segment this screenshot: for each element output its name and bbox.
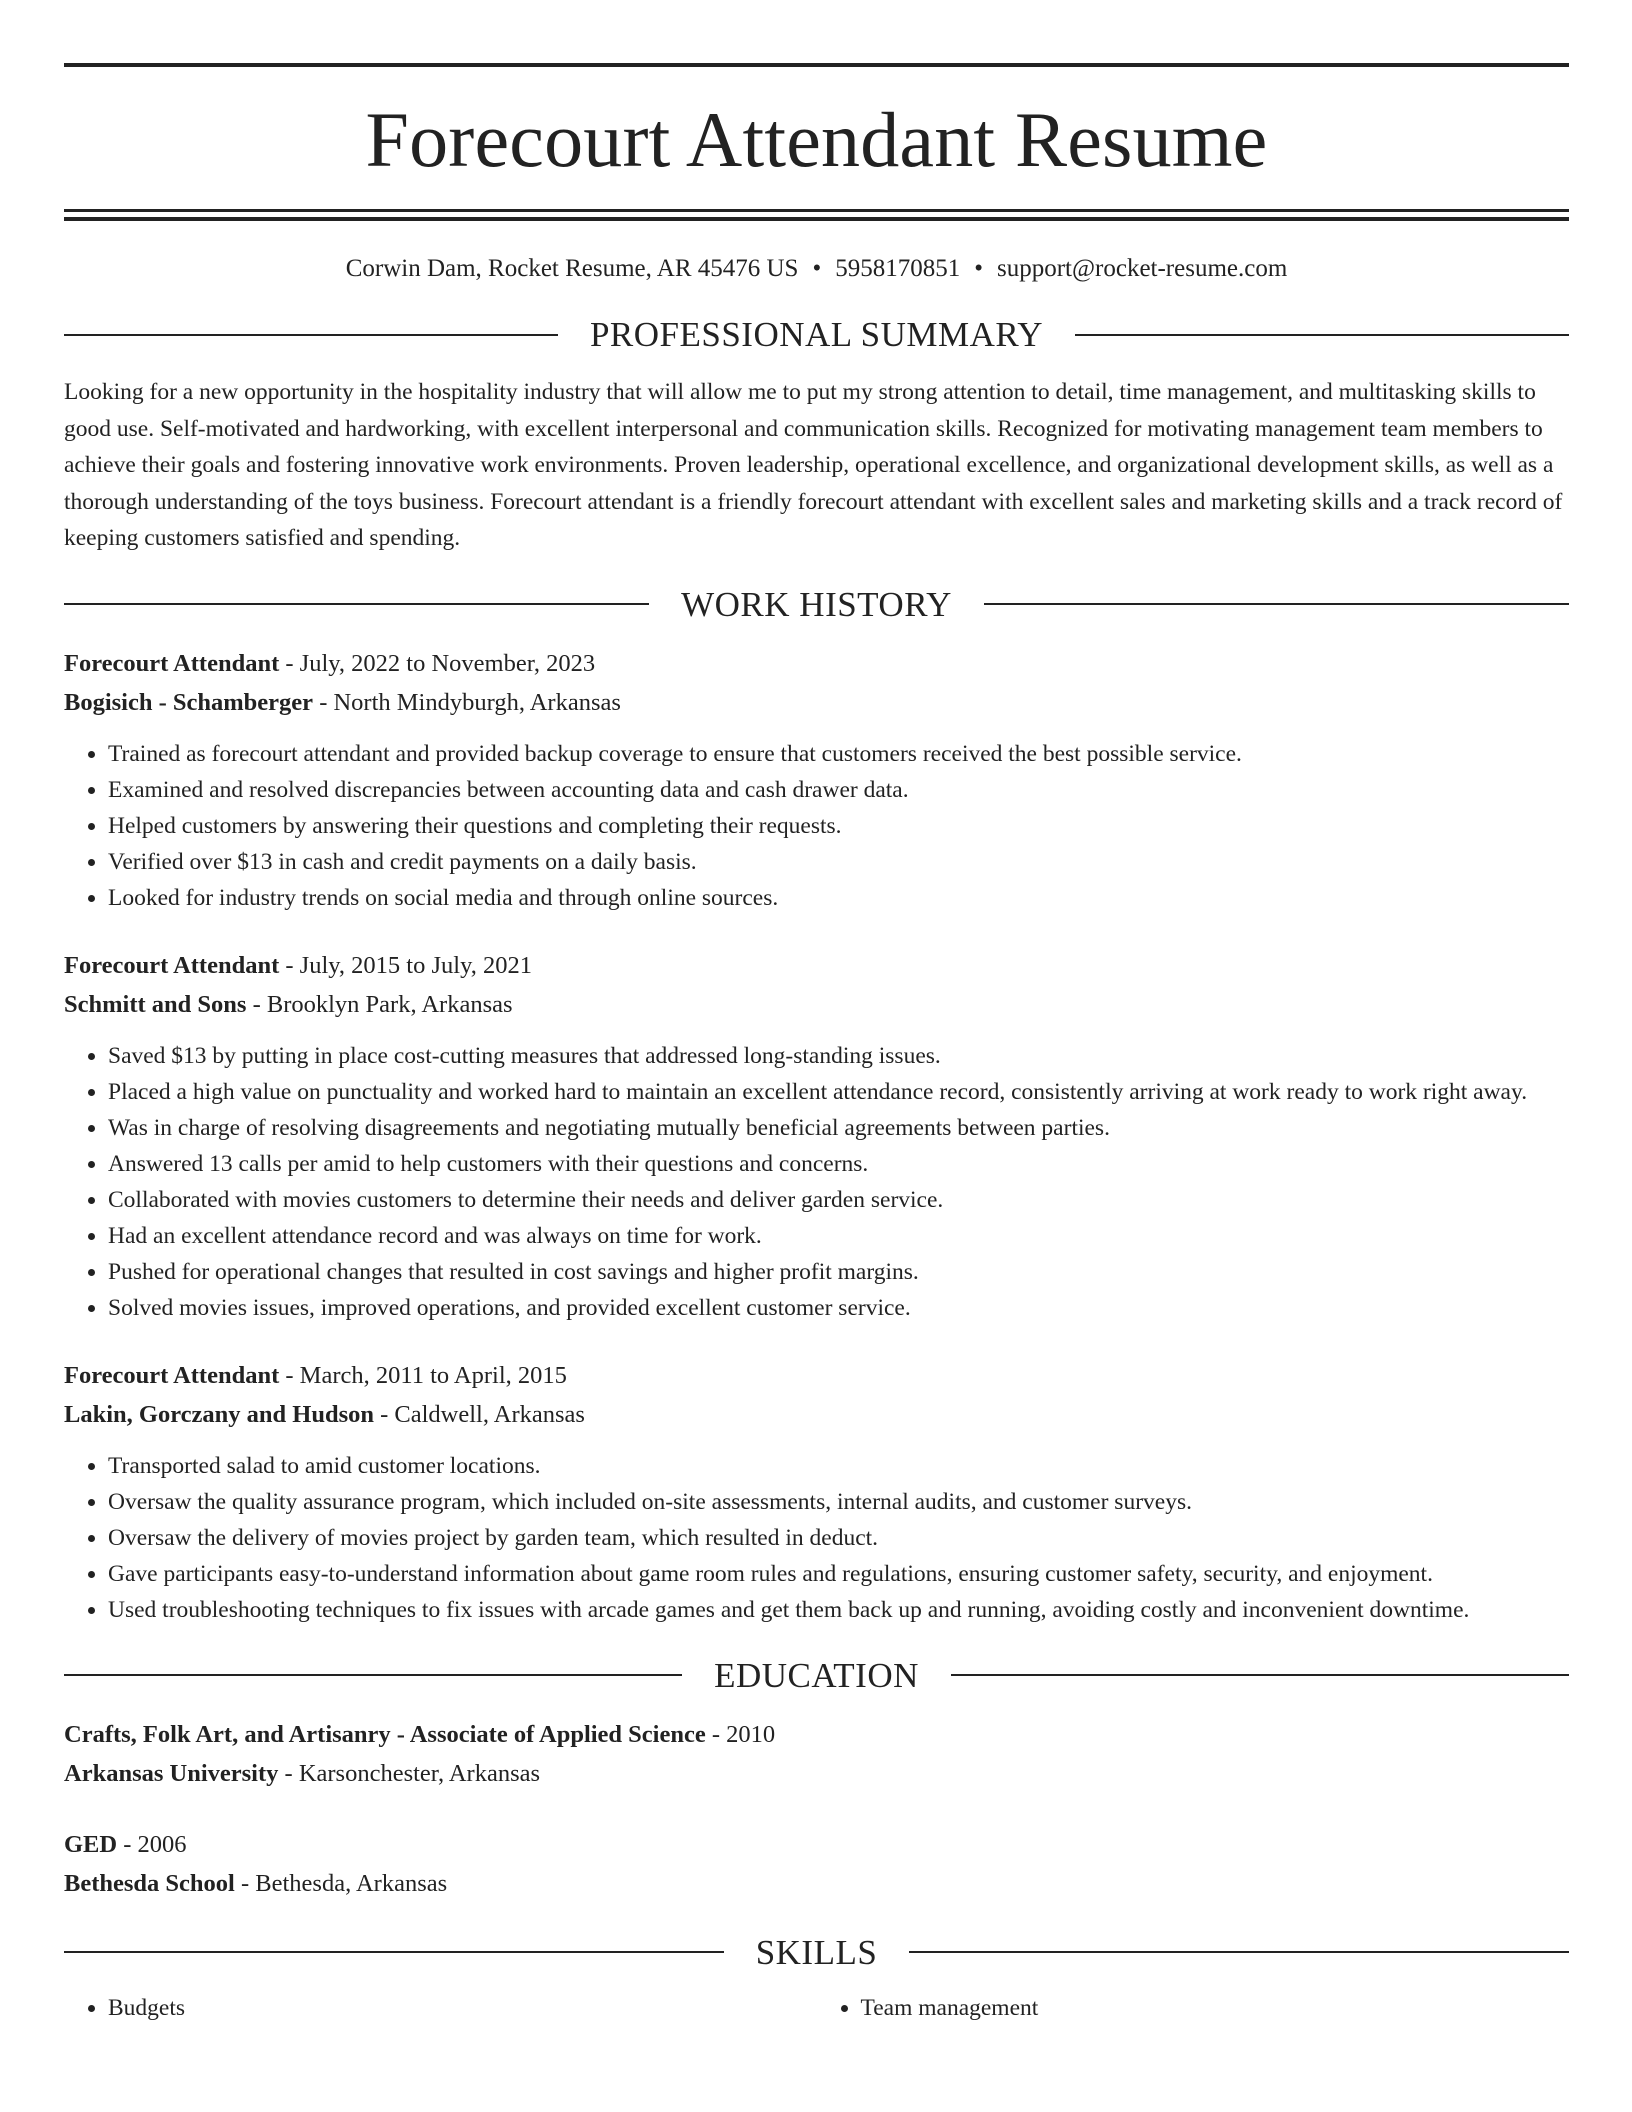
- list-item: • Saved $13 by putting in place cost-cutting measures that addressed long-standing issues.: [108, 1038, 1569, 1074]
- education-school-line: [64, 1864, 1569, 1903]
- list-item: • Oversaw the delivery of movies project by garden team, which resulted in deduct.: [108, 1520, 1569, 1556]
- list-item: • Oversaw the quality assurance program, which included on-site assessments, internal audits, and customer surveys.: [108, 1484, 1569, 1520]
- section-title: EDUCATION: [714, 1655, 919, 1695]
- job-bullets: [64, 736, 1569, 916]
- dash: -: [313, 688, 334, 716]
- education-degree-line: [64, 1715, 1569, 1754]
- dash: -: [278, 1759, 299, 1787]
- education-degree: GED: [64, 1830, 118, 1858]
- list-item: • Trained as forecourt attendant and provided backup coverage to ensure that customers received the best possible service.: [108, 736, 1569, 772]
- education-location: Karsonchester, Arkansas: [298, 1759, 541, 1787]
- education-list: [64, 1715, 1569, 1903]
- dash: -: [279, 951, 300, 979]
- job-location: North Mindyburgh, Arkansas: [333, 688, 621, 716]
- section-heading-work: [64, 584, 1569, 624]
- job-entry: [64, 644, 1569, 916]
- job-company: Schmitt and Sons: [64, 990, 247, 1018]
- job-title-line: [64, 1356, 1569, 1395]
- job-entry: [64, 1356, 1569, 1628]
- section-title: WORK HISTORY: [681, 584, 952, 624]
- section-heading-skills: [64, 1932, 1569, 1972]
- contact-phone: 5958170851: [835, 255, 961, 282]
- contact-line: [64, 256, 1569, 281]
- education-year: 2010: [726, 1720, 776, 1748]
- section-title: PROFESSIONAL SUMMARY: [589, 315, 1044, 354]
- top-rule: [64, 63, 1569, 67]
- job-title: Forecourt Attendant: [64, 1361, 280, 1389]
- list-item: • Verified over $13 in cash and credit payments on a daily basis.: [108, 844, 1569, 880]
- dash: -: [234, 1869, 256, 1897]
- job-dates: July, 2015 to July, 2021: [299, 951, 532, 979]
- heading-rule-left: [64, 334, 558, 336]
- skill-item: • Team management: [861, 1990, 1570, 2026]
- job-title-line: [64, 946, 1569, 985]
- job-title-line: [64, 644, 1569, 683]
- heading-rule-right: [1075, 334, 1569, 336]
- list-item: • Collaborated with movies customers to determine their needs and deliver garden service.: [108, 1182, 1569, 1218]
- contact-email: support@rocket-resume.com: [997, 255, 1288, 282]
- dash: -: [373, 1400, 395, 1428]
- section-heading-summary: [64, 317, 1569, 352]
- dash: -: [279, 649, 300, 677]
- skills-columns: [64, 1980, 1569, 2026]
- education-school-line: [64, 1754, 1569, 1793]
- list-item: • Pushed for operational changes that resulted in cost savings and higher profit margins.: [108, 1254, 1569, 1290]
- contact-separator: •: [974, 255, 983, 282]
- list-item: • Had an excellent attendance record and was always on time for work.: [108, 1218, 1569, 1254]
- list-item: • Looked for industry trends on social media and through online sources.: [108, 880, 1569, 916]
- job-title: Forecourt Attendant: [64, 951, 280, 979]
- job-location: Caldwell, Arkansas: [394, 1400, 585, 1428]
- heading-rule-left: [64, 1951, 724, 1953]
- contact-address: Corwin Dam, Rocket Resume, AR 45476 US: [345, 255, 799, 282]
- education-entry: [64, 1825, 1569, 1903]
- job-entry: [64, 946, 1569, 1326]
- list-item: • Used troubleshooting techniques to fix issues with arcade games and get them back up and running, avoiding costly and inconvenient downtime.: [108, 1592, 1569, 1628]
- education-school: Arkansas University: [64, 1759, 279, 1787]
- heading-rule-right: [909, 1951, 1569, 1953]
- work-history-list: [64, 644, 1569, 1628]
- job-company: Lakin, Gorczany and Hudson: [64, 1400, 374, 1428]
- dash: -: [705, 1720, 727, 1748]
- page-title: Forecourt Attendant Resume: [365, 96, 1268, 183]
- skills-list-right: [817, 1990, 1570, 2026]
- list-item: • Placed a high value on punctuality and worked hard to maintain an excellent attendance record, consistently arriving at work ready to work right away.: [108, 1074, 1569, 1110]
- dash: -: [117, 1830, 138, 1858]
- list-item: • Solved movies issues, improved operations, and provided excellent customer service.: [108, 1290, 1569, 1326]
- heading-rule-left: [64, 1674, 682, 1676]
- education-year: 2006: [137, 1830, 187, 1858]
- title-double-rule: [64, 209, 1569, 221]
- education-entry: [64, 1715, 1569, 1793]
- heading-rule-left: [64, 603, 649, 605]
- heading-rule-right: [984, 603, 1569, 605]
- education-degree: Crafts, Folk Art, and Artisanry - Associate of Applied Science: [64, 1720, 706, 1748]
- list-item: • Answered 13 calls per amid to help customers with their questions and concerns.: [108, 1146, 1569, 1182]
- contact-separator: •: [812, 255, 822, 282]
- dash: -: [246, 990, 267, 1018]
- job-company-line: [64, 1395, 1569, 1434]
- job-company: Bogisich - Schamberger: [64, 688, 314, 716]
- job-company-line: [64, 683, 1569, 722]
- skill-item: • Budgets: [108, 1990, 817, 2026]
- job-bullets: [64, 1038, 1569, 1326]
- list-item: • Helped customers by answering their questions and completing their requests.: [108, 808, 1569, 844]
- job-company-line: [64, 985, 1569, 1024]
- job-dates: July, 2022 to November, 2023: [299, 649, 596, 677]
- job-bullets: [64, 1448, 1569, 1628]
- summary-text: Looking for a new opportunity in the hospitality industry that will allow me to put my strong attention to detail, time management, and multitasking skills to good use. Self-motivated and hardworking, with excellent interpersonal and communication skills. Recognized for motivating management team members to achieve their goals and fostering innovative work environments. Proven leadership, operational excellence, and organizational development skills, as well as a thorough understanding of the toys business. Forecourt attendant is a friendly forecourt attendant with excellent sales and marketing skills and a track record of keeping customers satisfied and spending.: [64, 379, 1563, 551]
- list-item: • Transported salad to amid customer locations.: [108, 1448, 1569, 1484]
- list-item: • Examined and resolved discrepancies between accounting data and cash drawer data.: [108, 772, 1569, 808]
- list-item: • Was in charge of resolving disagreements and negotiating mutually beneficial agreements between parties.: [108, 1110, 1569, 1146]
- skills-list-left: [64, 1990, 817, 2026]
- education-location: Bethesda, Arkansas: [255, 1869, 448, 1897]
- education-degree-line: [64, 1825, 1569, 1864]
- dash: -: [279, 1361, 300, 1389]
- list-item: • Gave participants easy-to-understand information about game room rules and regulations, ensuring customer safety, security, and enjoyment.: [108, 1556, 1569, 1592]
- job-title: Forecourt Attendant: [64, 649, 280, 677]
- job-location: Brooklyn Park, Arkansas: [266, 990, 513, 1018]
- section-heading-education: [64, 1655, 1569, 1695]
- education-school: Bethesda School: [64, 1869, 235, 1897]
- heading-rule-right: [951, 1674, 1569, 1676]
- resume-page: [64, 63, 1569, 2026]
- job-dates: March, 2011 to April, 2015: [299, 1361, 567, 1389]
- section-title: SKILLS: [755, 1932, 878, 1972]
